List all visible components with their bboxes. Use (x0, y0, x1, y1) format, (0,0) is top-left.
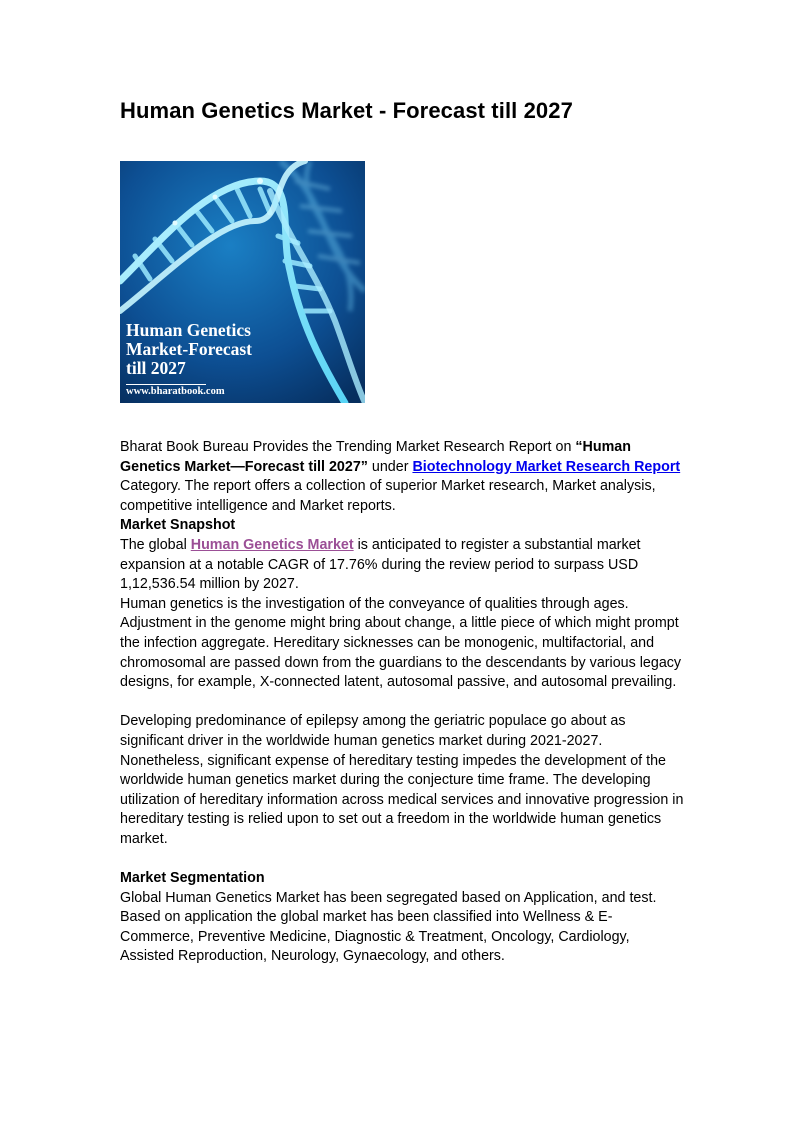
market-drivers-paragraph: Developing predominance of epilepsy among the geriatric populace go about as significant driver in the worldwide human genetics market during 2021-2027. Nonetheless, significant expense of hereditary testing impedes the development of the worldwide human genetics market during the conjecture time frame. The developing utilization of hereditary information across medical services and innovative progression in hereditary testing is relied upon to set out a freedom in the worldwide human genetics market. (120, 713, 684, 847)
market-snapshot-heading: Market Snapshot (120, 517, 236, 534)
category-link[interactable]: Biotechnology Market Research Report (412, 458, 681, 475)
market-segmentation-heading: Market Segmentation (120, 870, 265, 887)
snapshot-text: The global (120, 536, 191, 553)
article-body (120, 438, 686, 967)
intro-text-end: Category. The report offers a collection of superior Market research, Market analysis, competitive intelligence and Market reports. (120, 478, 656, 514)
cover-image (120, 161, 365, 403)
intro-under: under (367, 458, 413, 475)
intro-paragraph (120, 438, 686, 516)
snapshot-text-end: is anticipated to register a substantial market expansion at a notable CAGR of 17.76% during the review period to surpass USD 1,12,536.54 million by 2027. (120, 536, 641, 593)
cover-caption (126, 321, 252, 378)
genetics-definition-paragraph: Human genetics is the investigation of the conveyance of qualities through ages. Adjustment in the genome might bring about change, a little piece of which might prompt the infection aggregate. Hereditary sicknesses can be monogenic, multifactorial, and chromosomal are passed down from the guardians to the descendants by various legacy designs, for example, X-connected latent, autosomal passive, and autosomal prevailing. (120, 595, 682, 691)
intro-text: Bharat Book Bureau Provides the Trending Market Research Report on (120, 439, 576, 455)
human-genetics-market-link[interactable]: Human Genetics Market (190, 536, 354, 553)
paragraph-gap (120, 693, 686, 713)
page-title: Human Genetics Market - Forecast till 2027 (120, 98, 573, 123)
cover-caption-line: Human Genetics (126, 320, 251, 340)
segmentation-paragraph: Global Human Genetics Market has been segregated based on Application, and test. Based on application the global market has been classified into Wellness & E-Commerce, Preventive Medicine, Diagnostic & Treatment, Oncology, Cardiology, Assisted Reproduction, Neurology, Gynaecology, and others. (120, 889, 657, 965)
report-name: “Human Genetics Market—Forecast till 2027” (120, 439, 631, 475)
cover-divider (126, 384, 206, 385)
cover-url: www.bharatbook.com (126, 386, 225, 397)
cover-caption-line: till 2027 (126, 358, 186, 378)
snapshot-paragraph (120, 536, 686, 595)
cover-caption-line: Market-Forecast (126, 339, 253, 359)
paragraph-gap (120, 849, 686, 869)
